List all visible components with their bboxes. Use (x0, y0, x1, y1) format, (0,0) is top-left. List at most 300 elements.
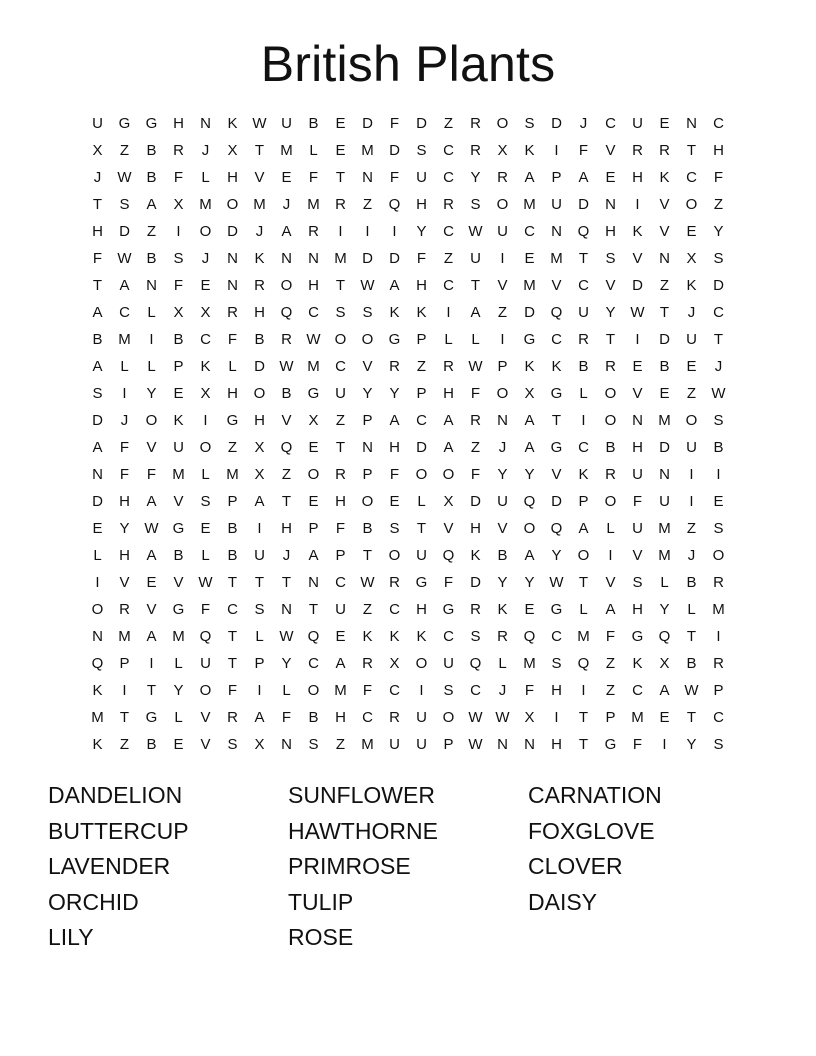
grid-cell[interactable]: L (147, 304, 156, 321)
grid-cell[interactable]: M (631, 709, 644, 726)
grid-cell[interactable]: A (254, 709, 265, 726)
grid-cell[interactable]: Q (469, 655, 482, 672)
grid-cell[interactable]: H (119, 547, 130, 564)
grid-cell[interactable]: Y (551, 547, 562, 564)
grid-cell[interactable]: A (146, 547, 157, 564)
grid-cell[interactable]: O (523, 520, 536, 537)
grid-cell[interactable]: F (389, 169, 400, 186)
grid-cell[interactable]: K (659, 169, 670, 186)
grid-cell[interactable]: P (497, 358, 508, 375)
grid-cell[interactable]: A (254, 493, 265, 510)
grid-cell[interactable]: R (470, 601, 481, 618)
grid-cell[interactable]: B (146, 250, 157, 267)
grid-cell[interactable]: W (549, 574, 564, 591)
grid-cell[interactable]: Z (497, 304, 508, 321)
grid-cell[interactable]: X (227, 142, 238, 159)
grid-cell[interactable]: O (334, 331, 347, 348)
grid-cell[interactable]: J (201, 142, 210, 159)
grid-cell[interactable]: B (686, 574, 697, 591)
grid-cell[interactable]: T (551, 412, 562, 429)
grid-cell[interactable]: J (687, 304, 696, 321)
grid-cell[interactable]: P (551, 169, 562, 186)
grid-cell[interactable]: S (551, 655, 562, 672)
grid-cell[interactable]: F (119, 466, 130, 483)
grid-cell[interactable]: S (335, 304, 346, 321)
grid-cell[interactable]: T (686, 628, 697, 645)
grid-cell[interactable]: U (497, 493, 508, 510)
grid-cell[interactable]: U (92, 115, 103, 132)
grid-cell[interactable]: M (118, 628, 131, 645)
grid-cell[interactable]: O (361, 493, 374, 510)
grid-cell[interactable]: Z (470, 439, 481, 456)
grid-cell[interactable]: M (523, 277, 536, 294)
grid-cell[interactable]: A (524, 439, 535, 456)
grid-cell[interactable]: A (443, 412, 454, 429)
grid-cell[interactable]: L (120, 358, 129, 375)
grid-cell[interactable]: U (686, 331, 697, 348)
grid-cell[interactable]: R (335, 196, 346, 213)
grid-cell[interactable]: I (581, 412, 586, 429)
grid-cell[interactable]: D (470, 574, 481, 591)
grid-cell[interactable]: J (498, 439, 507, 456)
grid-cell[interactable]: X (524, 709, 535, 726)
grid-cell[interactable]: V (605, 142, 616, 159)
grid-cell[interactable]: I (122, 682, 127, 699)
grid-cell[interactable]: I (149, 655, 154, 672)
grid-cell[interactable]: Y (605, 304, 616, 321)
grid-cell[interactable]: K (686, 277, 697, 294)
grid-cell[interactable]: B (281, 385, 292, 402)
grid-cell[interactable]: X (389, 655, 400, 672)
grid-cell[interactable]: C (713, 304, 724, 321)
grid-cell[interactable]: O (577, 547, 590, 564)
grid-cell[interactable]: O (199, 439, 212, 456)
grid-cell[interactable]: V (173, 493, 184, 510)
grid-cell[interactable]: K (416, 628, 427, 645)
grid-cell[interactable]: O (415, 655, 428, 672)
grid-cell[interactable]: S (713, 520, 724, 537)
grid-cell[interactable]: D (92, 412, 103, 429)
grid-cell[interactable]: P (254, 655, 265, 672)
grid-cell[interactable]: W (495, 709, 510, 726)
grid-cell[interactable]: M (550, 250, 563, 267)
grid-cell[interactable]: T (578, 736, 589, 753)
grid-cell[interactable]: K (362, 628, 373, 645)
grid-cell[interactable]: F (92, 250, 103, 267)
grid-cell[interactable]: X (200, 304, 211, 321)
grid-cell[interactable]: R (254, 277, 265, 294)
grid-cell[interactable]: M (118, 331, 131, 348)
grid-cell[interactable]: M (280, 142, 293, 159)
grid-cell[interactable]: N (281, 601, 292, 618)
grid-cell[interactable]: H (254, 412, 265, 429)
grid-cell[interactable]: V (146, 601, 157, 618)
grid-cell[interactable]: D (254, 358, 265, 375)
grid-cell[interactable]: O (361, 331, 374, 348)
grid-cell[interactable]: K (497, 601, 508, 618)
grid-cell[interactable]: H (281, 520, 292, 537)
grid-cell[interactable]: V (605, 574, 616, 591)
grid-cell[interactable]: I (716, 628, 721, 645)
grid-cell[interactable]: O (307, 682, 320, 699)
grid-cell[interactable]: S (200, 493, 211, 510)
grid-cell[interactable]: T (227, 628, 238, 645)
grid-cell[interactable]: R (470, 142, 481, 159)
grid-cell[interactable]: K (524, 142, 535, 159)
grid-cell[interactable]: T (470, 277, 481, 294)
grid-cell[interactable]: J (201, 250, 210, 267)
grid-cell[interactable]: L (579, 601, 588, 618)
grid-cell[interactable]: E (686, 358, 697, 375)
grid-cell[interactable]: L (444, 331, 453, 348)
grid-cell[interactable]: W (468, 223, 483, 240)
grid-cell[interactable]: A (146, 628, 157, 645)
grid-cell[interactable]: N (524, 736, 535, 753)
grid-cell[interactable]: Z (146, 223, 157, 240)
grid-cell[interactable]: O (415, 466, 428, 483)
grid-cell[interactable]: T (254, 574, 265, 591)
grid-cell[interactable]: R (281, 331, 292, 348)
grid-cell[interactable]: T (578, 574, 589, 591)
grid-cell[interactable]: E (686, 223, 697, 240)
grid-cell[interactable]: T (686, 709, 697, 726)
grid-cell[interactable]: G (415, 574, 428, 591)
grid-cell[interactable]: T (686, 142, 697, 159)
grid-cell[interactable]: L (255, 628, 264, 645)
grid-cell[interactable]: E (281, 169, 292, 186)
grid-cell[interactable]: D (659, 439, 670, 456)
grid-cell[interactable]: Q (280, 304, 293, 321)
grid-cell[interactable]: S (227, 736, 238, 753)
grid-cell[interactable]: K (92, 682, 103, 699)
grid-cell[interactable]: H (443, 385, 454, 402)
grid-cell[interactable]: O (496, 385, 509, 402)
grid-cell[interactable]: T (146, 682, 157, 699)
grid-cell[interactable]: A (578, 520, 589, 537)
grid-cell[interactable]: Q (523, 628, 536, 645)
grid-cell[interactable]: O (199, 682, 212, 699)
grid-cell[interactable]: I (446, 304, 451, 321)
grid-cell[interactable]: Y (686, 736, 697, 753)
grid-cell[interactable]: K (578, 466, 589, 483)
grid-cell[interactable]: E (308, 439, 319, 456)
grid-cell[interactable]: U (389, 736, 400, 753)
grid-cell[interactable]: O (91, 601, 104, 618)
grid-cell[interactable]: U (443, 655, 454, 672)
grid-cell[interactable]: D (551, 493, 562, 510)
grid-cell[interactable]: Z (119, 736, 130, 753)
grid-cell[interactable]: H (416, 196, 427, 213)
grid-cell[interactable]: E (173, 385, 184, 402)
grid-cell[interactable]: B (308, 115, 319, 132)
grid-cell[interactable]: Z (443, 115, 454, 132)
grid-cell[interactable]: S (92, 385, 103, 402)
grid-cell[interactable]: Z (335, 736, 346, 753)
grid-cell[interactable]: S (119, 196, 130, 213)
grid-cell[interactable]: Q (442, 547, 455, 564)
grid-cell[interactable]: Y (497, 466, 508, 483)
grid-cell[interactable]: G (226, 412, 239, 429)
grid-cell[interactable]: P (605, 709, 616, 726)
grid-cell[interactable]: W (468, 709, 483, 726)
grid-cell[interactable]: I (689, 466, 694, 483)
grid-cell[interactable]: C (578, 277, 589, 294)
grid-cell[interactable]: K (227, 115, 238, 132)
grid-cell[interactable]: N (227, 250, 238, 267)
grid-cell[interactable]: E (659, 385, 670, 402)
grid-cell[interactable]: Y (173, 682, 184, 699)
grid-cell[interactable]: X (173, 304, 184, 321)
grid-cell[interactable]: O (280, 277, 293, 294)
grid-cell[interactable]: N (362, 439, 373, 456)
grid-cell[interactable]: X (173, 196, 184, 213)
grid-cell[interactable]: L (471, 331, 480, 348)
grid-cell[interactable]: H (551, 736, 562, 753)
grid-cell[interactable]: L (660, 574, 669, 591)
grid-cell[interactable]: B (308, 709, 319, 726)
grid-cell[interactable]: L (309, 142, 318, 159)
grid-cell[interactable]: A (443, 439, 454, 456)
grid-cell[interactable]: E (389, 493, 400, 510)
grid-cell[interactable]: U (335, 601, 346, 618)
grid-cell[interactable]: E (659, 709, 670, 726)
grid-cell[interactable]: B (92, 331, 103, 348)
grid-cell[interactable]: B (173, 331, 184, 348)
grid-cell[interactable]: A (659, 682, 670, 699)
grid-cell[interactable]: C (713, 115, 724, 132)
grid-cell[interactable]: K (173, 412, 184, 429)
grid-cell[interactable]: C (335, 574, 346, 591)
grid-cell[interactable]: I (122, 385, 127, 402)
grid-cell[interactable]: B (497, 547, 508, 564)
grid-cell[interactable]: V (659, 223, 670, 240)
grid-cell[interactable]: N (146, 277, 157, 294)
grid-cell[interactable]: U (470, 250, 481, 267)
grid-cell[interactable]: F (578, 142, 589, 159)
grid-cell[interactable]: N (497, 412, 508, 429)
grid-cell[interactable]: I (95, 574, 100, 591)
grid-cell[interactable]: C (443, 142, 454, 159)
grid-cell[interactable]: T (254, 142, 265, 159)
grid-cell[interactable]: U (200, 655, 211, 672)
grid-cell[interactable]: Y (119, 520, 130, 537)
grid-cell[interactable]: E (308, 493, 319, 510)
grid-cell[interactable]: U (659, 493, 670, 510)
grid-cell[interactable]: F (632, 493, 643, 510)
grid-cell[interactable]: X (308, 412, 319, 429)
grid-cell[interactable]: D (578, 196, 589, 213)
grid-cell[interactable]: U (416, 709, 427, 726)
grid-cell[interactable]: I (554, 142, 559, 159)
grid-cell[interactable]: C (335, 358, 346, 375)
grid-cell[interactable]: I (689, 493, 694, 510)
grid-cell[interactable]: F (713, 169, 724, 186)
grid-cell[interactable]: H (416, 277, 427, 294)
grid-cell[interactable]: L (93, 547, 102, 564)
grid-cell[interactable]: C (200, 331, 211, 348)
grid-cell[interactable]: W (279, 628, 294, 645)
grid-cell[interactable]: Z (362, 601, 373, 618)
grid-cell[interactable]: C (524, 223, 535, 240)
grid-cell[interactable]: O (496, 196, 509, 213)
grid-cell[interactable]: T (227, 655, 238, 672)
grid-cell[interactable]: O (199, 223, 212, 240)
grid-cell[interactable]: E (659, 115, 670, 132)
grid-cell[interactable]: W (252, 115, 267, 132)
grid-cell[interactable]: R (119, 601, 130, 618)
grid-cell[interactable]: O (604, 493, 617, 510)
grid-cell[interactable]: Q (550, 520, 563, 537)
grid-cell[interactable]: N (281, 250, 292, 267)
grid-cell[interactable]: S (362, 304, 373, 321)
grid-cell[interactable]: N (632, 412, 643, 429)
grid-cell[interactable]: M (334, 682, 347, 699)
grid-cell[interactable]: J (255, 223, 264, 240)
grid-cell[interactable]: N (308, 574, 319, 591)
grid-cell[interactable]: G (550, 601, 563, 618)
grid-cell[interactable]: F (470, 385, 481, 402)
grid-cell[interactable]: N (92, 466, 103, 483)
grid-cell[interactable]: H (713, 142, 724, 159)
grid-cell[interactable]: Y (524, 466, 535, 483)
grid-cell[interactable]: T (362, 547, 373, 564)
grid-cell[interactable]: F (362, 682, 373, 699)
grid-cell[interactable]: O (442, 466, 455, 483)
grid-cell[interactable]: C (308, 655, 319, 672)
grid-cell[interactable]: Z (605, 655, 616, 672)
grid-cell[interactable]: N (200, 115, 211, 132)
grid-cell[interactable]: T (605, 331, 616, 348)
grid-cell[interactable]: B (146, 142, 157, 159)
grid-cell[interactable]: Y (524, 574, 535, 591)
grid-cell[interactable]: G (523, 331, 536, 348)
grid-cell[interactable]: P (119, 655, 130, 672)
grid-cell[interactable]: W (306, 331, 321, 348)
grid-cell[interactable]: B (362, 520, 373, 537)
grid-cell[interactable]: W (144, 520, 159, 537)
grid-cell[interactable]: V (443, 520, 454, 537)
grid-cell[interactable]: K (632, 223, 643, 240)
grid-cell[interactable]: P (713, 682, 724, 699)
grid-cell[interactable]: U (416, 736, 427, 753)
grid-cell[interactable]: P (335, 547, 346, 564)
grid-cell[interactable]: I (203, 412, 208, 429)
grid-cell[interactable]: O (253, 385, 266, 402)
grid-cell[interactable]: M (307, 196, 320, 213)
grid-cell[interactable]: L (201, 466, 210, 483)
grid-cell[interactable]: M (658, 520, 671, 537)
grid-cell[interactable]: F (605, 628, 616, 645)
grid-cell[interactable]: I (338, 223, 343, 240)
grid-cell[interactable]: K (200, 358, 211, 375)
grid-cell[interactable]: C (686, 169, 697, 186)
grid-cell[interactable]: S (470, 196, 481, 213)
grid-cell[interactable]: E (632, 358, 643, 375)
grid-cell[interactable]: V (362, 358, 373, 375)
grid-cell[interactable]: I (392, 223, 397, 240)
grid-cell[interactable]: M (91, 709, 104, 726)
grid-cell[interactable]: S (524, 115, 535, 132)
grid-cell[interactable]: M (658, 547, 671, 564)
grid-cell[interactable]: G (172, 520, 185, 537)
grid-cell[interactable]: M (523, 655, 536, 672)
grid-cell[interactable]: A (578, 169, 589, 186)
grid-cell[interactable]: A (119, 277, 130, 294)
grid-cell[interactable]: T (281, 493, 292, 510)
grid-cell[interactable]: N (308, 250, 319, 267)
grid-cell[interactable]: O (604, 412, 617, 429)
grid-cell[interactable]: X (443, 493, 454, 510)
grid-cell[interactable]: R (713, 574, 724, 591)
grid-cell[interactable]: D (362, 250, 373, 267)
grid-cell[interactable]: O (712, 547, 725, 564)
grid-cell[interactable]: T (335, 277, 346, 294)
grid-cell[interactable]: E (524, 601, 535, 618)
grid-cell[interactable]: W (360, 574, 375, 591)
grid-cell[interactable]: U (497, 223, 508, 240)
grid-cell[interactable]: W (684, 682, 699, 699)
grid-cell[interactable]: V (551, 277, 562, 294)
grid-cell[interactable]: B (254, 331, 265, 348)
grid-cell[interactable]: B (146, 736, 157, 753)
grid-cell[interactable]: H (308, 277, 319, 294)
grid-cell[interactable]: A (335, 655, 346, 672)
grid-cell[interactable]: K (416, 304, 427, 321)
grid-cell[interactable]: N (227, 277, 238, 294)
grid-cell[interactable]: I (365, 223, 370, 240)
grid-cell[interactable]: M (658, 412, 671, 429)
grid-cell[interactable]: F (173, 277, 184, 294)
grid-cell[interactable]: B (227, 547, 238, 564)
grid-cell[interactable]: Z (686, 385, 697, 402)
grid-cell[interactable]: V (551, 466, 562, 483)
grid-cell[interactable]: K (92, 736, 103, 753)
grid-cell[interactable]: R (605, 466, 616, 483)
grid-cell[interactable]: W (117, 169, 132, 186)
grid-cell[interactable]: G (631, 628, 644, 645)
grid-cell[interactable]: R (389, 358, 400, 375)
grid-cell[interactable]: E (524, 250, 535, 267)
grid-cell[interactable]: D (362, 115, 373, 132)
grid-cell[interactable]: J (498, 682, 507, 699)
grid-cell[interactable]: T (416, 520, 427, 537)
grid-cell[interactable]: C (578, 439, 589, 456)
grid-cell[interactable]: K (632, 655, 643, 672)
grid-cell[interactable]: V (200, 709, 211, 726)
grid-cell[interactable]: J (282, 196, 291, 213)
grid-cell[interactable]: M (523, 196, 536, 213)
grid-cell[interactable]: D (416, 439, 427, 456)
grid-cell[interactable]: I (662, 736, 667, 753)
grid-cell[interactable]: J (579, 115, 588, 132)
grid-cell[interactable]: U (281, 115, 292, 132)
grid-cell[interactable]: M (226, 466, 239, 483)
grid-cell[interactable]: D (524, 304, 535, 321)
grid-cell[interactable]: R (659, 142, 670, 159)
grid-cell[interactable]: I (608, 547, 613, 564)
grid-cell[interactable]: X (497, 142, 508, 159)
grid-cell[interactable]: A (92, 439, 103, 456)
grid-cell[interactable]: C (551, 331, 562, 348)
grid-cell[interactable]: C (443, 628, 454, 645)
grid-cell[interactable]: X (200, 385, 211, 402)
grid-cell[interactable]: T (227, 574, 238, 591)
grid-cell[interactable]: O (442, 709, 455, 726)
grid-cell[interactable]: H (335, 709, 346, 726)
grid-cell[interactable]: N (281, 736, 292, 753)
grid-cell[interactable]: O (388, 547, 401, 564)
grid-cell[interactable]: C (308, 304, 319, 321)
